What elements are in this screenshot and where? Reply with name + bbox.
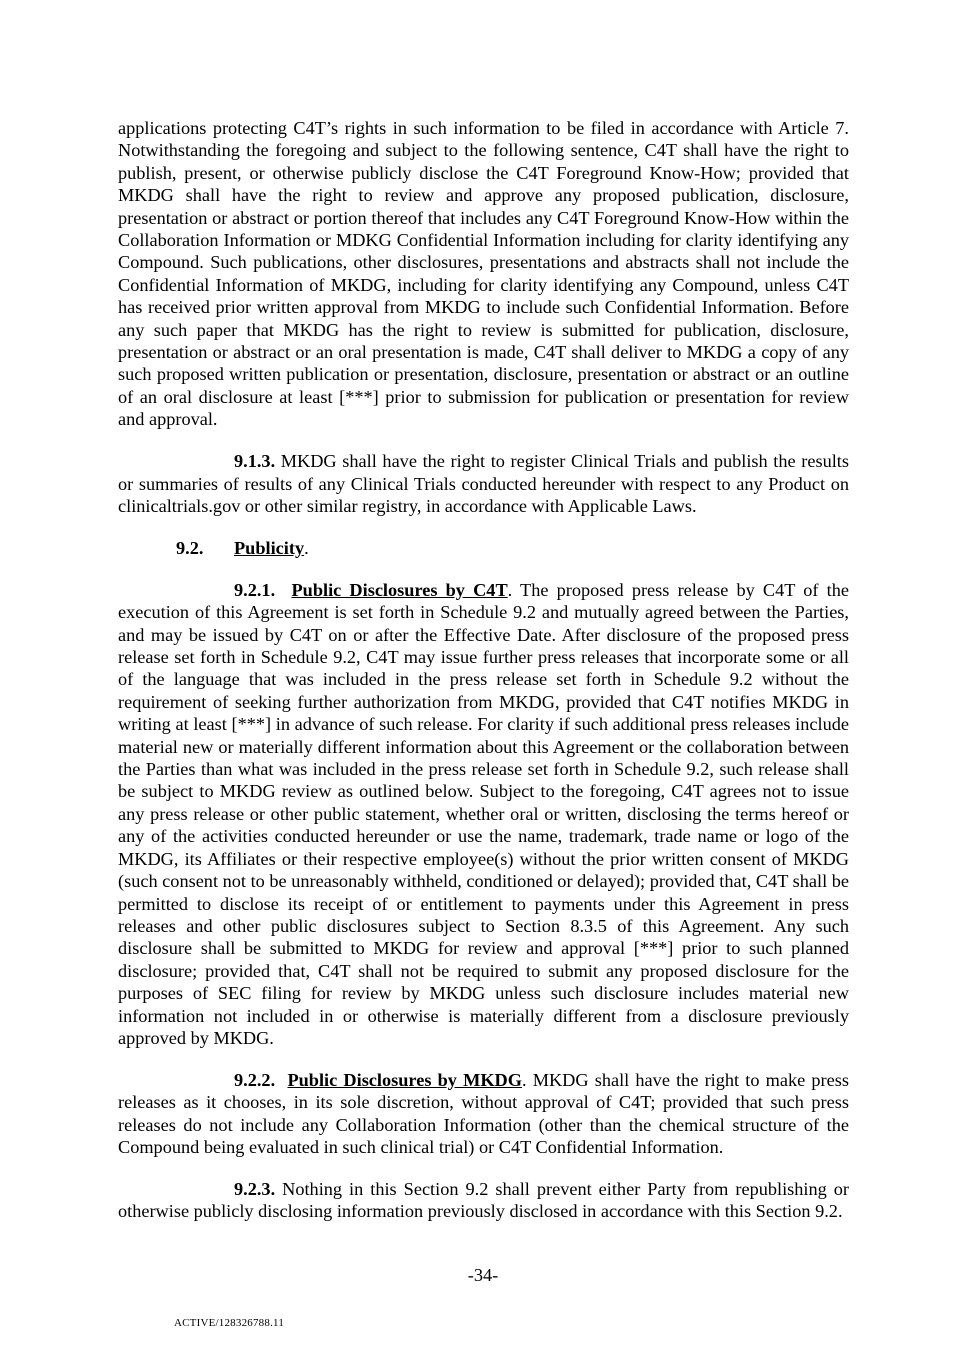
section-title: Public Disclosures by C4T [291,579,508,600]
section-title-period: . [304,537,309,558]
section-9-1-3 [118,450,849,517]
section-title: Public Disclosures by MKDG [287,1069,522,1090]
section-9-2-2 [118,1069,849,1159]
section-number: 9.2.1. [234,579,276,600]
section-9-2-heading [118,537,849,559]
page-number: -34- [467,1265,499,1285]
paragraph-text: applications protecting C4T’s rights in such information to be filed in accordance with Article 7. Notwithstanding the foregoing and subject to the following sentence, C4T shall have the right to publish, present, or otherwise publicly disclose the C4T Foreground Know-How; provided that MKDG shall have the right to review and approve any proposed publication, disclosure, presentation or abstract or portion thereof that includes any C4T Foreground Know-How within the Collaboration Information or MDKG Confidential Information including for clarity identifying any Compound. Such publications, other disclosures, presentations and abstracts shall not include the Confidential Information of MKDG, including for clarity identifying any Compound, unless C4T has received prior written approval from MKDG to include such Confidential Information. Before any such paper that MKDG has the right to review is submitted for publication, disclosure, presentation or abstract or an oral presentation is made, C4T shall deliver to MKDG a copy of any such proposed written publication or presentation, disclosure, presentation or abstract or an outline of an oral disclosure at least [***] prior to submission for publication or presentation for review and approval. [118,118,849,430]
section-number: 9.2.2. [234,1069,276,1090]
section-title: Publicity [234,537,305,558]
section-text: . MKDG shall have the right to make press releases as it chooses, in its sole discretion, without approval of C4T; provided that such press releases do not include any Collaboration Information (other than the chemical structure of the Compound being evaluated in such clinical trial) or C4T Confidential Information. [118,1069,849,1158]
section-number: 9.1.3. [234,451,276,472]
section-text: MKDG shall have the right to register Clinical Trials and publish the results or summaries of results of any Clinical Trials conducted hereunder with respect to any Product on clinicaltrials.gov or other similar registry, in accordance with Applicable Laws. [118,451,849,516]
document-body [118,117,849,1242]
paragraph-continuation [118,117,849,431]
section-number: 9.2. [176,537,204,558]
section-text: Nothing in this Section 9.2 shall prevent either Party from republishing or otherwise publicly disclosing information previously disclosed in accordance with this Section 9.2. [118,1178,849,1222]
section-9-2-3 [118,1178,849,1223]
section-number: 9.2.3. [234,1178,276,1199]
section-9-2-1 [118,579,849,1050]
document-id: ACTIVE/128326788.11 [174,1317,285,1329]
section-text: . The proposed press release by C4T of the execution of this Agreement is set forth in Schedule 9.2 and mutually agreed between the Parties, and may be issued by C4T on or after the Effective Date. After disclosure of the proposed press release set forth in Schedule 9.2, C4T may issue further press releases that incorporate some or all of the language that was included in the press release set forth in Schedule 9.2 without the requirement of seeking further authorization from MKDG, provided that C4T notifies MKDG in writing at least [***] in advance of such release. For clarity if such additional press releases include material new or materially different information about this Agreement or the collaboration between the Parties than what was included in the press release set forth in Schedule 9.2, such release shall be subject to MKDG review as outlined below. Subject to the foregoing, C4T agrees not to issue any press release or other public statement, whether oral or written, disclosing the terms hereof or any of the activities conducted hereunder or use the name, trademark, trade name or logo of the MKDG, its Affiliates or their respective employee(s) without the prior written consent of MKDG (such consent not to be unreasonably withheld, conditioned or delayed); provided that, C4T shall be permitted to disclose its receipt of or entitlement to payments under this Agreement in press releases and other public disclosures subject to Section 8.3.5 of this Agreement. Any such disclosure shall be submitted to MKDG for review and approval [***] prior to such planned disclosure; provided that, C4T shall not be required to submit any proposed disclosure for the purposes of SEC filing for review by MKDG unless such disclosure includes material new information not included in or otherwise is materially different from a disclosure previously approved by MKDG. [118,579,849,1048]
